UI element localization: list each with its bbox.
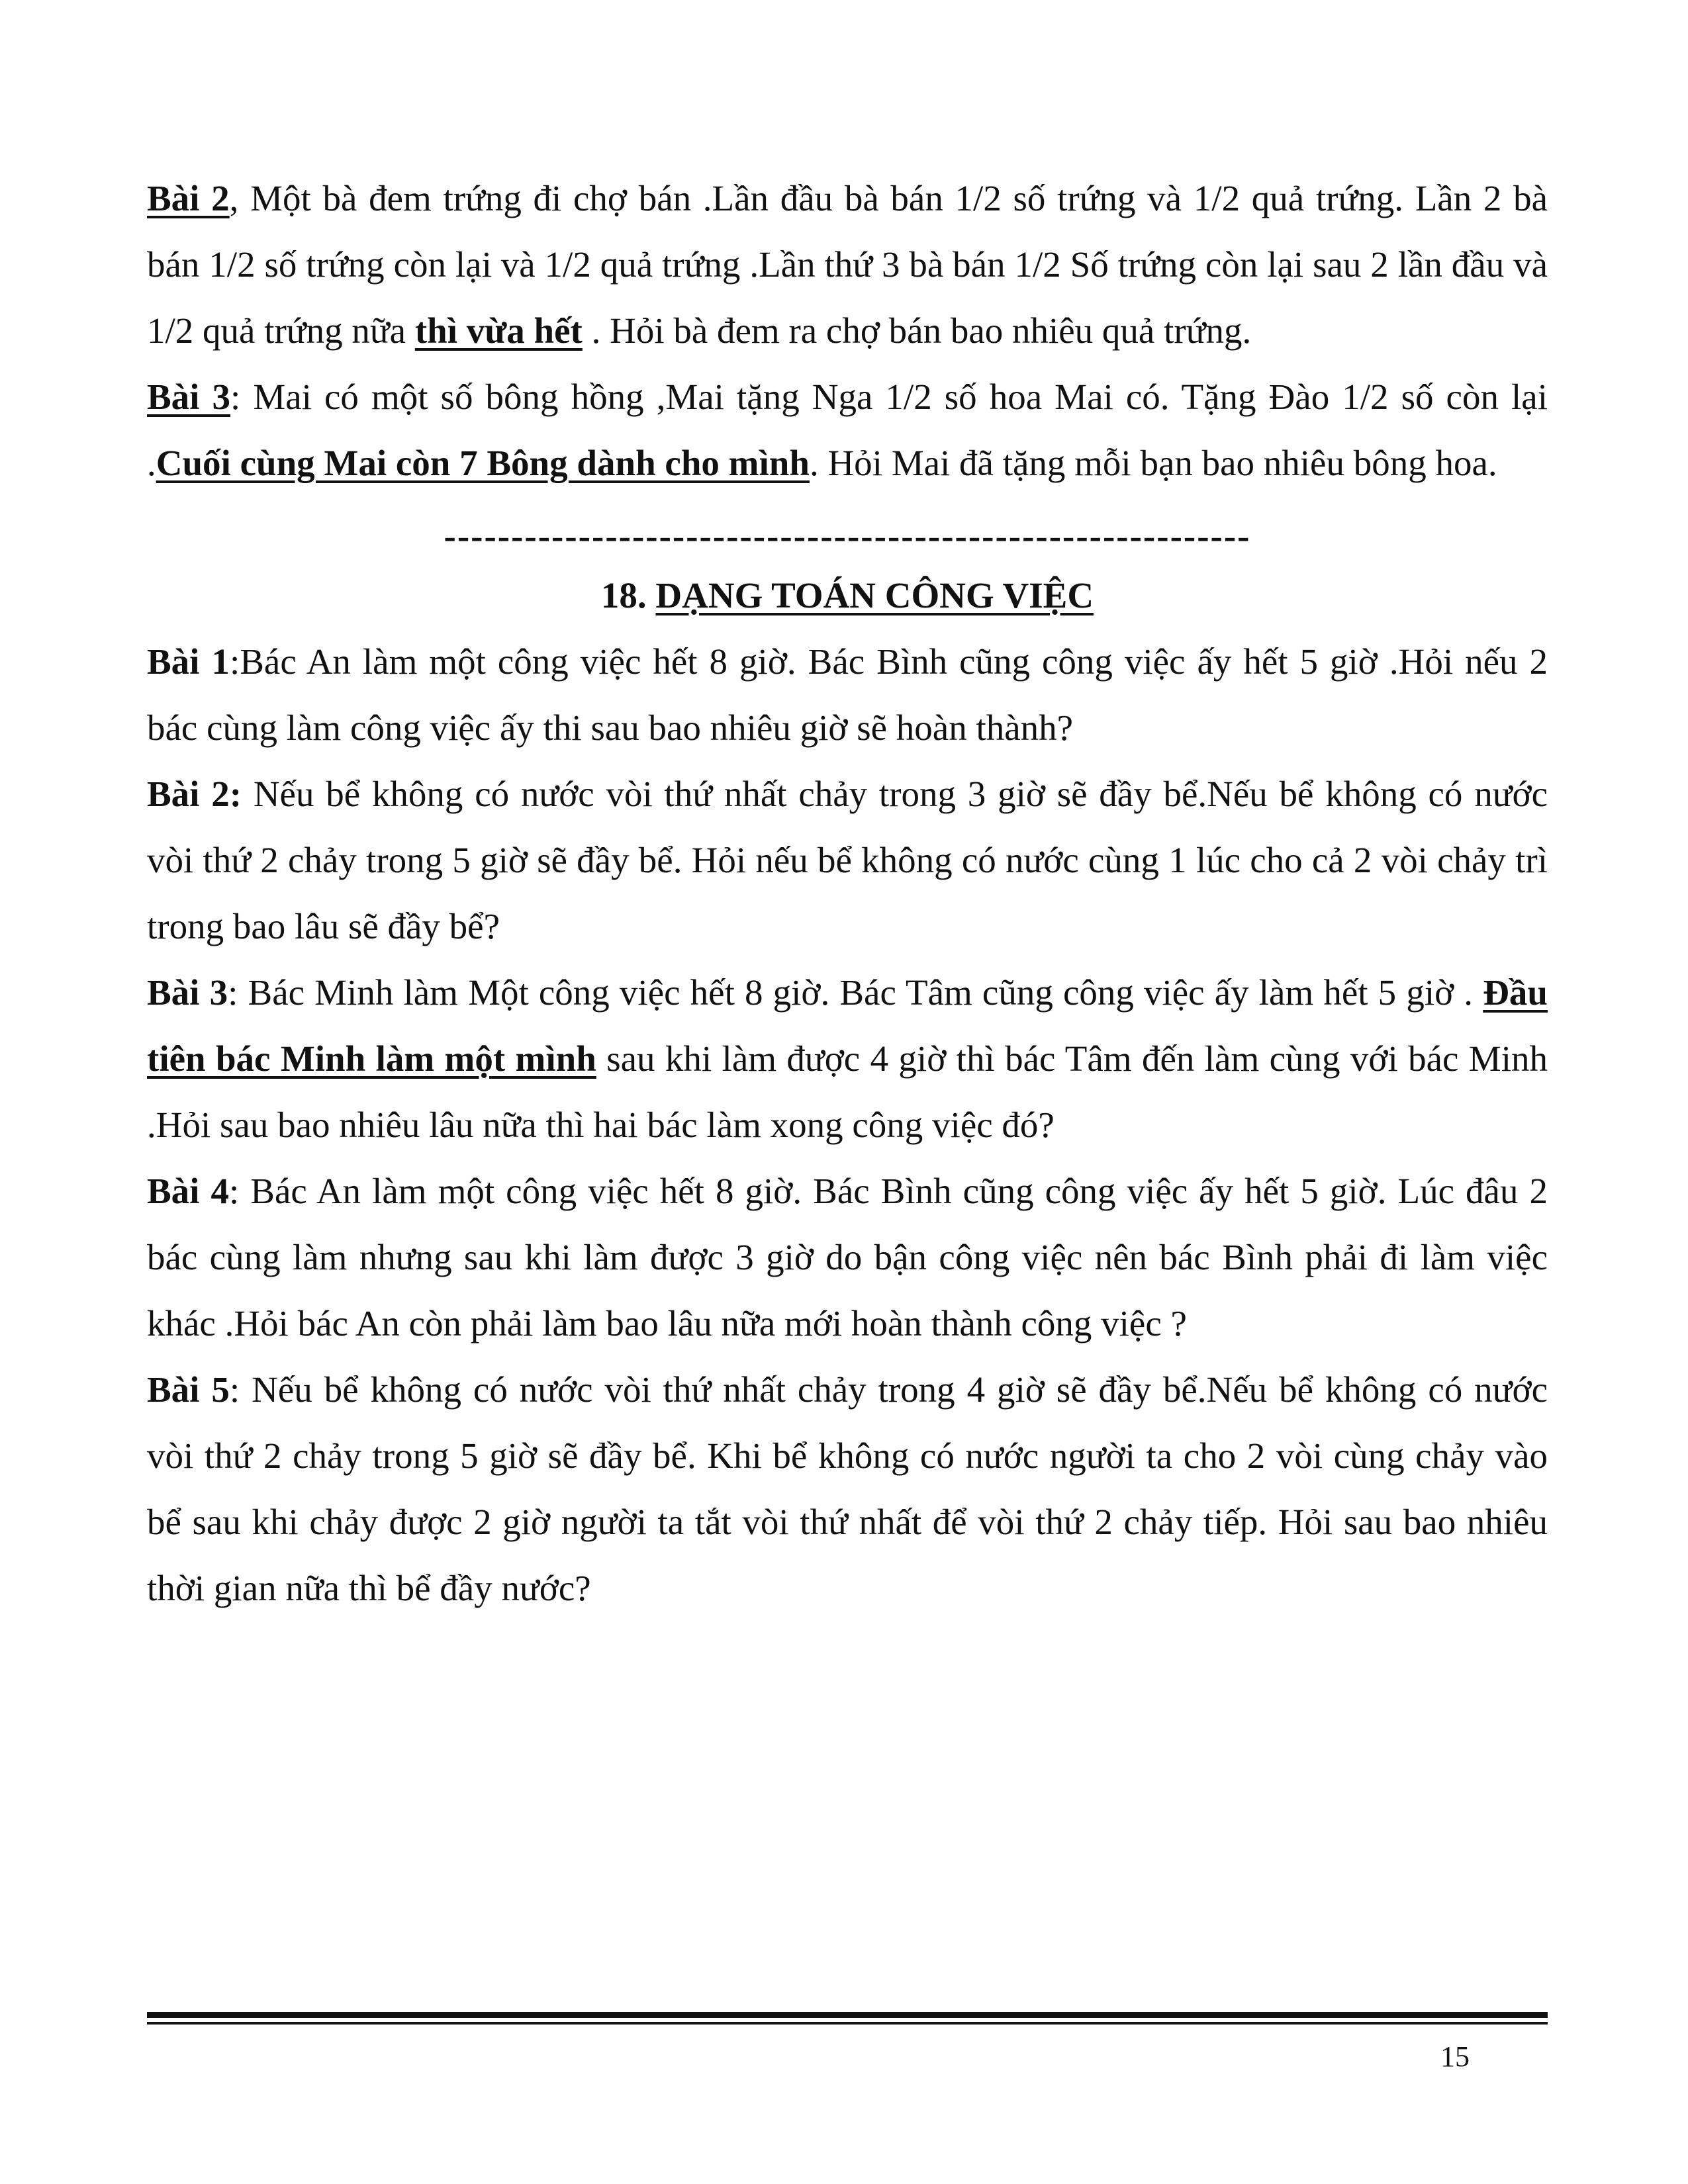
emphasis-text: thì vừa hết xyxy=(414,310,583,351)
problem-text: : Nếu bể không có nước vòi thứ nhất chảy trong 4 giờ sẽ đầy bể.Nếu bể không có nước vòi thứ 2 chảy trong 5 giờ sẽ đầy bể. Khi bể không có nước người ta cho 2 vòi cùng chảy vào bể sau khi chảy được 2 giờ người ta tắt vòi thứ nhất để vòi thứ 2 chảy tiếp. Hỏi sau bao nhiêu thời gian nữa thì bể đầy nước? xyxy=(147,1369,1548,1608)
problem-label: Bài 4 xyxy=(147,1171,229,1211)
problem-bai-3 xyxy=(147,364,1548,496)
section-title: DẠNG TOÁN CÔNG VIỆC xyxy=(655,575,1094,615)
problem-text: sau khi làm được 4 giờ thì bác Tâm đến làm cùng với bác Minh .Hỏi sau bao nhiêu lâu nữa thì hai bác làm xong công việc đó? xyxy=(147,1038,1548,1145)
problem-bai-1 xyxy=(147,629,1548,761)
problem-bai-3-work xyxy=(147,960,1548,1158)
problem-text: Nếu bể không có nước vòi thứ nhất chảy trong 3 giờ sẽ đầy bể.Nếu bể không có nước vòi thứ 2 chảy trong 5 giờ sẽ đầy bể. Hỏi nếu bể không có nước cùng 1 lúc cho cả 2 vòi chảy trì trong bao lâu sẽ đầy bể? xyxy=(147,774,1548,946)
emphasis-text: Đầu tiên bác Minh làm một mình xyxy=(147,972,1548,1079)
footer-rule-thick xyxy=(147,2012,1548,2018)
problem-label: Bài 2 xyxy=(147,178,230,218)
problem-bai-2-work xyxy=(147,761,1548,960)
problem-text: : Bác An làm một công việc hết 8 giờ. Bác Bình cũng công việc ấy hết 5 giờ. Lúc đâu 2 bác cùng làm nhưng sau khi làm được 3 giờ do bận công việc nên bác Bình phải đi làm việc khác .Hỏi bác An còn phải làm bao lâu nữa mới hoàn thành công việc ? xyxy=(147,1171,1548,1343)
problem-bai-5-work xyxy=(147,1357,1548,1621)
problem-label: Bài 2: xyxy=(147,774,242,814)
problem-label: Bài 3 xyxy=(147,377,231,417)
problem-label: Bài 3 xyxy=(147,972,228,1013)
footer-rule-thin xyxy=(147,2022,1548,2025)
problem-text: , Một bà đem trứng đi chợ bán .Lần đầu bà bán 1/2 số trứng và 1/2 quả trứng. Lần 2 bà bán 1/2 số trứng còn lại và 1/2 quả trứng .Lần thứ 3 bà bán 1/2 Số trứng còn lại sau 2 lần đầu và 1/2 quả trứng nữa xyxy=(147,178,1548,351)
problem-label: Bài 1 xyxy=(147,641,230,682)
problem-text: : Bác Minh làm Một công việc hết 8 giờ. Bác Tâm cũng công việc ấy làm hết 5 giờ . xyxy=(228,972,1483,1013)
problem-bai-2 xyxy=(147,165,1548,364)
problem-bai-4-work xyxy=(147,1158,1548,1357)
section-heading xyxy=(147,563,1548,629)
section-divider: ------------------------------------------------------------ xyxy=(444,516,1251,556)
page-number: 15 xyxy=(1440,2040,1470,2073)
document-page xyxy=(147,165,1548,1621)
problem-text: : Mai có một số bông hồng ,Mai tặng Nga 1/2 số hoa Mai có. Tặng Đào 1/2 số còn lại . xyxy=(147,377,1548,483)
problem-text: :Bác An làm một công việc hết 8 giờ. Bác Bình cũng công việc ấy hết 5 giờ .Hỏi nếu 2 bác cùng làm công việc ấy thi sau bao nhiêu giờ sẽ hoàn thành? xyxy=(147,641,1548,748)
problem-text: . Hỏi Mai đã tặng mỗi bạn bao nhiêu bông hoa. xyxy=(809,443,1497,483)
section-number: 18. xyxy=(600,575,647,615)
emphasis-text: Cuối cùng Mai còn 7 Bông dành cho mình xyxy=(156,443,810,483)
problem-label: Bài 5 xyxy=(147,1369,230,1410)
problem-text: . Hỏi bà đem ra chợ bán bao nhiêu quả trứng. xyxy=(582,310,1252,351)
footer-rule xyxy=(147,2012,1548,2029)
